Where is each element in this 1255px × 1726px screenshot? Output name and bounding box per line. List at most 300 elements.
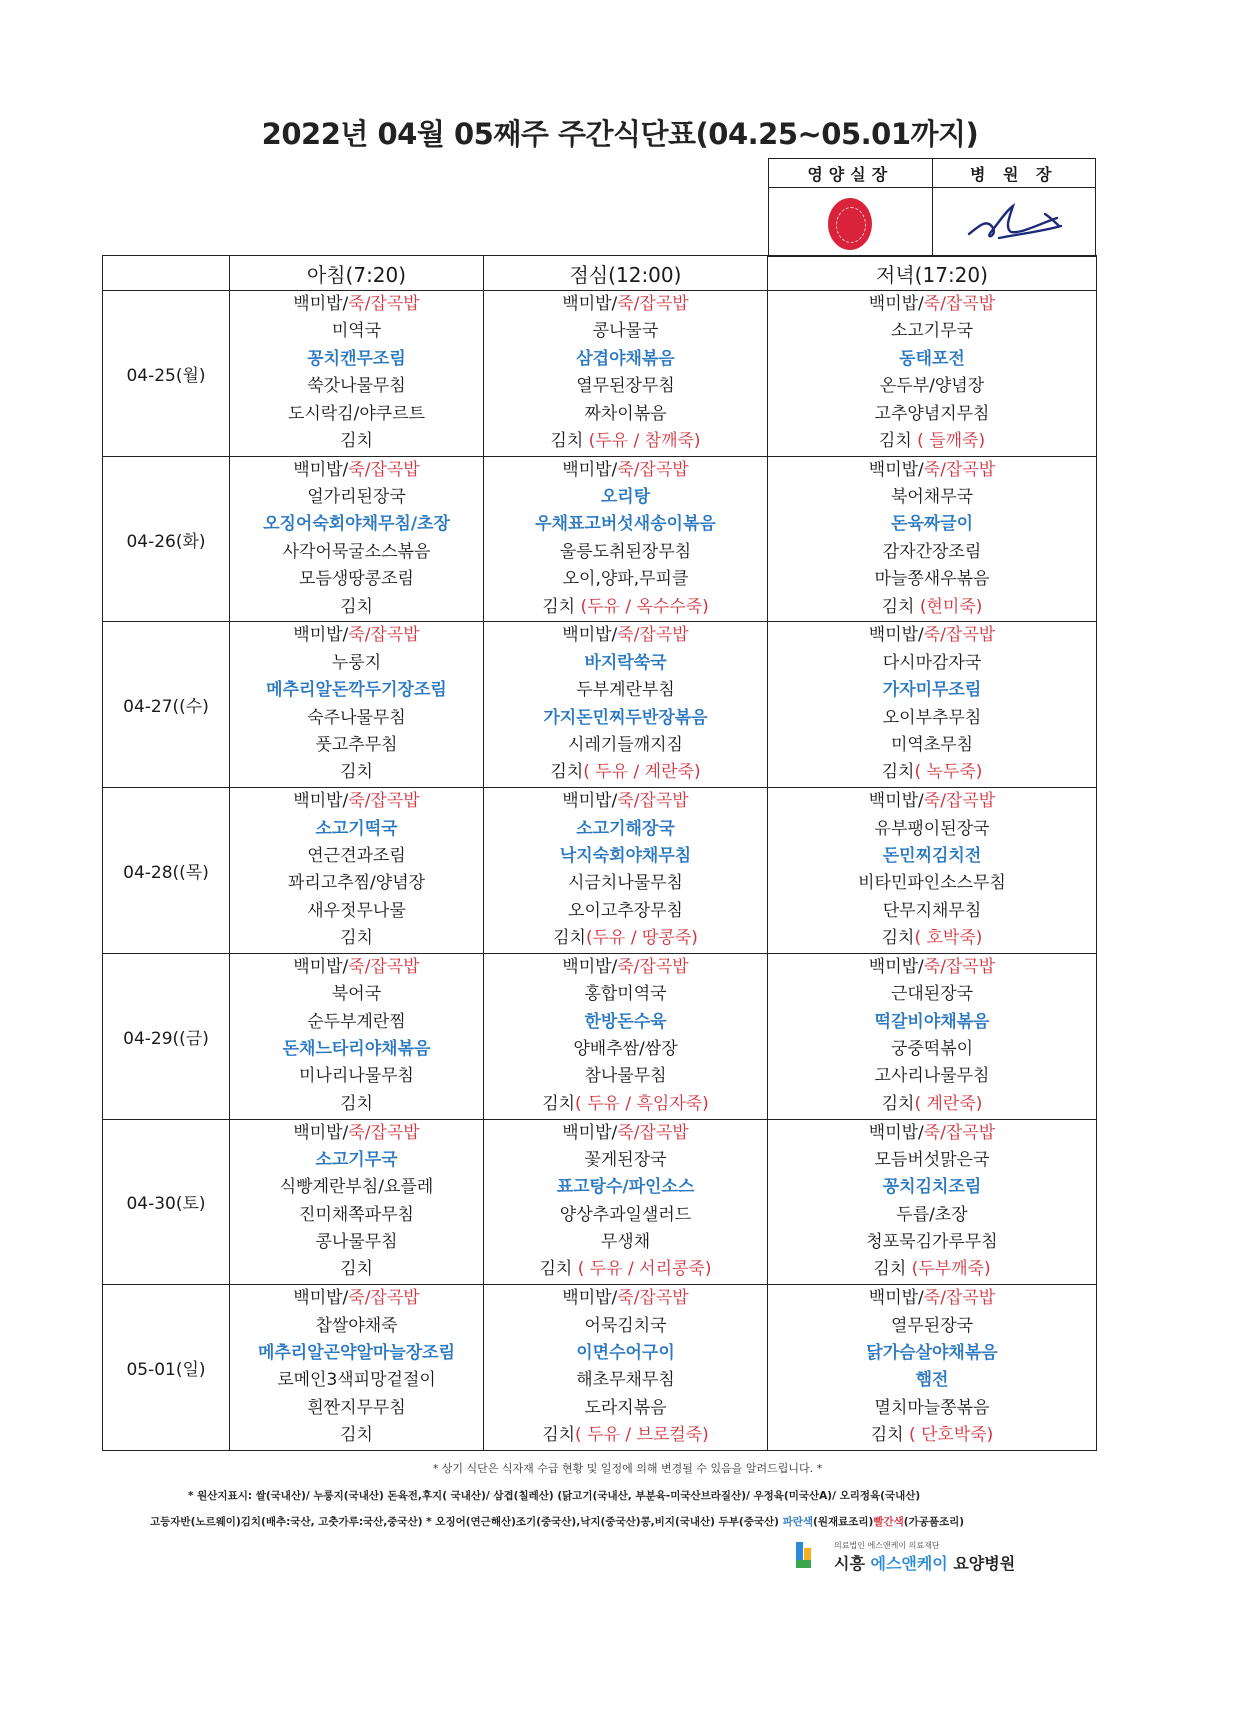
menu-item-text: 죽/잡곡밥 xyxy=(617,956,689,977)
menu-item-text: 꽁치캔무조림 xyxy=(307,348,406,369)
menu-item-text: 김치 xyxy=(340,762,373,783)
menu-item xyxy=(768,898,1096,925)
menu-item-text: ( 녹두죽) xyxy=(914,762,983,783)
menu-item xyxy=(768,457,1096,484)
day-date: 05-01(일) xyxy=(103,1285,230,1451)
menu-item xyxy=(484,511,767,538)
menu-item-text: 소고기해장국 xyxy=(576,818,675,839)
menu-item xyxy=(484,539,767,566)
menu-item-text: 고추양념지무침 xyxy=(874,403,990,424)
menu-item-text: 죽/잡곡밥 xyxy=(348,956,420,977)
menu-item xyxy=(484,1036,767,1063)
menu-item-text: 김치 xyxy=(340,928,373,949)
menu-item-text: 김치 xyxy=(881,762,915,783)
menu-item xyxy=(768,1285,1096,1312)
menu-item xyxy=(484,677,767,704)
menu-item-text: 백미밥/ xyxy=(868,625,924,646)
dinner-cell xyxy=(768,456,1097,622)
dinner-cell xyxy=(768,953,1097,1119)
menu-item-text: 메추리알돈깍두기장조림 xyxy=(266,680,447,701)
menu-item-text: 죽/잡곡밥 xyxy=(923,791,996,812)
signature-icon xyxy=(949,188,1079,252)
menu-item-text: 백미밥/ xyxy=(562,459,618,480)
menu-item xyxy=(230,843,483,870)
menu-item-text: 죽/잡곡밥 xyxy=(923,1288,996,1309)
origin-legend-blue: 파란색 xyxy=(782,1516,814,1528)
lunch-cell xyxy=(484,953,768,1119)
menu-item-text: 근대된장국 xyxy=(890,984,974,1005)
menu-item xyxy=(230,1120,483,1147)
menu-item xyxy=(230,870,483,897)
menu-item xyxy=(230,954,483,981)
menu-item-text: ( 단호박죽) xyxy=(908,1425,994,1446)
menu-item xyxy=(768,954,1096,981)
menu-item-text: 풋고추무침 xyxy=(315,734,398,755)
menu-item xyxy=(484,650,767,677)
origin-legend-red: 빨간색 xyxy=(873,1516,904,1528)
menu-item xyxy=(484,1063,767,1090)
menu-item-text: ( 두유 / 흑임자죽) xyxy=(575,1093,709,1114)
menu-item xyxy=(484,1147,767,1174)
menu-item-text: 백미밥/ xyxy=(868,459,924,480)
menu-item-text: 죽/잡곡밥 xyxy=(348,294,420,314)
breakfast-cell xyxy=(230,622,484,788)
menu-item xyxy=(768,1229,1096,1256)
header-breakfast: 아침(7:20) xyxy=(230,256,484,291)
menu-item xyxy=(768,759,1096,786)
menu-item-text: 마늘쫑새우볶음 xyxy=(874,569,990,590)
menu-item xyxy=(230,1202,483,1229)
menu-item-text: 감자간장조림 xyxy=(882,541,982,562)
menu-item xyxy=(230,759,483,786)
approval-box xyxy=(768,158,1096,257)
hospital-logo-name xyxy=(834,1551,1015,1574)
menu-item-text: 닭가슴살야채볶음 xyxy=(866,1343,998,1363)
menu-item xyxy=(484,457,767,484)
menu-item xyxy=(230,318,483,345)
menu-item xyxy=(768,373,1096,400)
menu-item xyxy=(230,898,483,925)
menu-item-text: (두유 / 참깨죽) xyxy=(588,430,701,451)
menu-item-text: 한방돈수육 xyxy=(584,1011,667,1032)
menu-item-text: 김치 xyxy=(870,1425,909,1446)
menu-item xyxy=(230,705,483,732)
menu-item xyxy=(768,1256,1096,1283)
menu-item-text: 죽/잡곡밥 xyxy=(348,625,420,646)
menu-item xyxy=(230,291,483,318)
menu-item-text: 백미밥/ xyxy=(868,1288,924,1309)
menu-item xyxy=(484,816,767,843)
menu-item-text: 김치 xyxy=(550,430,589,451)
menu-item-text: 미나리나물무침 xyxy=(299,1066,414,1087)
menu-item xyxy=(768,843,1096,870)
menu-item xyxy=(484,1340,767,1367)
menu-item-text: 메추리알곤약알마늘장조림 xyxy=(257,1343,456,1363)
menu-item-text: 고사리나물무침 xyxy=(874,1066,990,1087)
menu-item xyxy=(230,1367,483,1394)
menu-item-text: 궁중떡볶이 xyxy=(890,1038,974,1059)
menu-item-text: 죽/잡곡밥 xyxy=(923,956,996,977)
menu-item xyxy=(484,1367,767,1394)
header-blank xyxy=(103,256,230,291)
menu-item xyxy=(768,1174,1096,1201)
menu-item-text: 짜차이볶음 xyxy=(584,403,667,424)
menu-item xyxy=(768,1091,1096,1118)
menu-item xyxy=(230,539,483,566)
menu-item xyxy=(484,843,767,870)
menu-item-text: 멸치마늘쫑볶음 xyxy=(874,1397,990,1418)
menu-item-text: 진미채쪽파무침 xyxy=(299,1204,414,1225)
change-notice: * 상기 식단은 식자재 수급 현황 및 일정에 의해 변경될 수 있음을 알려드립니다. * xyxy=(432,1462,823,1475)
origin-info-text-b: (원재료조리) xyxy=(813,1516,874,1528)
menu-item xyxy=(484,870,767,897)
menu-day-row xyxy=(103,622,1097,788)
menu-item xyxy=(230,1256,483,1283)
menu-item xyxy=(230,1285,483,1312)
menu-item xyxy=(230,1422,483,1449)
menu-item-text: 김치 xyxy=(542,1093,576,1114)
menu-item xyxy=(768,346,1096,373)
menu-item xyxy=(768,318,1096,345)
menu-item xyxy=(768,1340,1096,1367)
menu-item-text: 모듬버섯맑은국 xyxy=(874,1149,990,1170)
menu-item xyxy=(768,1063,1096,1090)
day-date: 04-25(월) xyxy=(103,291,230,457)
hospital-logo xyxy=(794,1540,1014,1576)
menu-item-text: 열무된장국 xyxy=(890,1315,974,1336)
menu-item-text: 햄전 xyxy=(915,1370,949,1391)
menu-item xyxy=(230,428,483,455)
menu-item-text: 삼겹야채볶음 xyxy=(576,348,675,369)
menu-item-text: 백미밥/ xyxy=(293,1288,349,1309)
menu-day-row xyxy=(103,291,1097,457)
menu-item-text: (두유 / 땅콩죽) xyxy=(585,928,698,949)
menu-item-text: 소고기무국 xyxy=(890,321,974,342)
menu-item-text: 가자미무조림 xyxy=(882,680,982,701)
menu-item xyxy=(230,566,483,593)
menu-item-text: 소고기무국 xyxy=(315,1149,398,1170)
menu-item-text: 김치 xyxy=(878,430,918,451)
menu-item xyxy=(768,981,1096,1008)
menu-item xyxy=(230,1147,483,1174)
menu-item-text: 두부계란부침 xyxy=(576,680,675,701)
menu-item-text: 해초무채무침 xyxy=(576,1370,675,1391)
origin-info-line-2 xyxy=(150,1514,1110,1529)
menu-item-text: 콩나물무침 xyxy=(315,1232,398,1253)
lunch-cell xyxy=(484,788,768,954)
menu-item xyxy=(230,511,483,538)
hospital-name-prefix: 시흥 xyxy=(834,1554,871,1573)
breakfast-cell xyxy=(230,1119,484,1285)
menu-item-text: 죽/잡곡밥 xyxy=(617,294,689,314)
menu-item xyxy=(768,788,1096,815)
menu-item-text: 꽃게된장국 xyxy=(584,1149,667,1170)
menu-item-text: 김치 xyxy=(340,1093,373,1114)
menu-item xyxy=(768,925,1096,952)
menu-item xyxy=(484,1422,767,1449)
menu-item-text: 시금치나물무침 xyxy=(568,873,683,894)
menu-item-text: 가지돈민찌두반장볶음 xyxy=(543,707,708,728)
menu-item xyxy=(484,594,767,621)
hospital-name-suffix: 요양병원 xyxy=(947,1554,1016,1573)
menu-item-text: 백미밥/ xyxy=(293,791,349,812)
menu-item-text: 김치 xyxy=(340,1259,373,1280)
menu-item xyxy=(484,1120,767,1147)
menu-item xyxy=(230,816,483,843)
menu-item xyxy=(768,401,1096,428)
dinner-cell xyxy=(768,1285,1097,1451)
lunch-cell xyxy=(484,291,768,457)
menu-item xyxy=(768,732,1096,759)
menu-item xyxy=(484,1009,767,1036)
menu-item-text: 참나물무침 xyxy=(584,1066,667,1087)
menu-item xyxy=(230,1395,483,1422)
menu-item xyxy=(230,1174,483,1201)
menu-item xyxy=(484,622,767,649)
day-date: 04-27((수) xyxy=(103,622,230,788)
menu-item-text: ( 두유 / 브로컬죽) xyxy=(575,1425,709,1446)
menu-item-text: 숙주나물무침 xyxy=(307,707,406,728)
menu-item xyxy=(768,291,1096,318)
menu-item xyxy=(230,484,483,511)
menu-item xyxy=(768,677,1096,704)
menu-item-text: 죽/잡곡밥 xyxy=(617,1288,689,1309)
hospital-name-highlight: 에스앤케이 xyxy=(870,1554,948,1573)
menu-item-text: 홍합미역국 xyxy=(584,984,667,1005)
menu-item-text: 얼가리된장국 xyxy=(307,487,406,508)
menu-item-text: 이면수어구이 xyxy=(576,1343,675,1363)
menu-item xyxy=(230,1229,483,1256)
menu-item-text: 죽/잡곡밥 xyxy=(348,1122,420,1143)
origin-info-text-a: 고등자반(노르웨이)김치(배추:국산, 고춧가루:국산,중국산) * 오징어(연근해산)조기(중국산),낙지(중국산)콩,비지(국내산) 두부(중국산) xyxy=(150,1516,783,1528)
menu-item xyxy=(230,1091,483,1118)
menu-item xyxy=(230,677,483,704)
menu-item-text: 무생채 xyxy=(600,1232,651,1253)
menu-item-text: 김치 xyxy=(881,596,920,617)
menu-item-text: 열무된장무침 xyxy=(576,376,675,397)
menu-item xyxy=(484,1174,767,1201)
menu-item-text: 죽/잡곡밥 xyxy=(923,294,996,314)
day-date: 04-28((목) xyxy=(103,788,230,954)
dinner-cell xyxy=(768,1119,1097,1285)
menu-item xyxy=(484,401,767,428)
day-date: 04-26(화) xyxy=(103,456,230,622)
nutrition-head-label: 영양실장 xyxy=(769,159,933,188)
menu-item-text: 백미밥/ xyxy=(293,1122,349,1143)
nutrition-head-stamp-cell xyxy=(769,188,933,257)
menu-item-text: 북어국 xyxy=(331,984,382,1005)
menu-item-text: 누룽지 xyxy=(331,652,382,673)
menu-day-row xyxy=(103,788,1097,954)
menu-item-text: 쑥갓나물무침 xyxy=(307,376,406,397)
menu-item xyxy=(768,816,1096,843)
menu-item-text: 김치 xyxy=(542,1425,576,1446)
menu-item-text: 로메인3색피망겉절이 xyxy=(277,1370,436,1391)
menu-item-text: 시레기들깨지짐 xyxy=(568,734,683,755)
menu-item-text: 죽/잡곡밥 xyxy=(617,459,689,480)
menu-item xyxy=(230,1063,483,1090)
menu-item-text: 김치 xyxy=(539,1259,578,1280)
red-seal-stamp-icon xyxy=(828,198,872,250)
menu-item-text: 동태포전 xyxy=(899,348,965,369)
menu-item-text: 죽/잡곡밥 xyxy=(348,1288,420,1309)
menu-item-text: ( 호박죽) xyxy=(914,928,983,949)
menu-item xyxy=(768,1036,1096,1063)
menu-item xyxy=(230,457,483,484)
menu-item xyxy=(768,1202,1096,1229)
director-signature-cell xyxy=(932,188,1096,257)
lunch-cell xyxy=(484,1119,768,1285)
menu-day-row xyxy=(103,456,1097,622)
menu-item xyxy=(484,1256,767,1283)
director-label: 병 원 장 xyxy=(932,159,1096,188)
menu-item-text: 죽/잡곡밥 xyxy=(923,1122,996,1143)
menu-item-text: 백미밥/ xyxy=(868,1122,924,1143)
dinner-cell xyxy=(768,788,1097,954)
menu-day-row xyxy=(103,953,1097,1119)
menu-item-text: 김치 xyxy=(542,596,581,617)
menu-item-text: 미역초무침 xyxy=(890,734,974,755)
menu-item xyxy=(230,1009,483,1036)
menu-item xyxy=(768,705,1096,732)
breakfast-cell xyxy=(230,953,484,1119)
menu-item-text: 우채표고버섯새송이볶음 xyxy=(535,514,716,535)
menu-item-text: 죽/잡곡밥 xyxy=(617,791,689,812)
menu-item-text: 도라지볶음 xyxy=(584,1397,667,1418)
menu-item xyxy=(484,484,767,511)
menu-item xyxy=(230,650,483,677)
menu-item-text: 백미밥/ xyxy=(562,1122,618,1143)
header-dinner: 저녁(17:20) xyxy=(768,256,1097,291)
menu-item-text: 김치 xyxy=(881,1093,915,1114)
menu-item-text: 백미밥/ xyxy=(868,294,924,314)
menu-item-text: 표고탕수/파인소스 xyxy=(556,1177,695,1198)
menu-item-text: 찹쌀야채죽 xyxy=(315,1315,398,1336)
menu-item-text: 온두부/양념장 xyxy=(879,376,985,397)
menu-item xyxy=(484,788,767,815)
menu-item-text: 백미밥/ xyxy=(562,791,618,812)
menu-item-text: 북어채무국 xyxy=(890,487,974,508)
menu-item xyxy=(768,622,1096,649)
menu-item-text: 백미밥/ xyxy=(293,625,349,646)
menu-item-text: 김치 xyxy=(340,1425,373,1446)
menu-item xyxy=(484,1395,767,1422)
menu-day-row xyxy=(103,1285,1097,1451)
menu-item-text: 양배추쌈/쌈장 xyxy=(573,1038,678,1059)
menu-item-text: 낙지숙회야채무침 xyxy=(559,845,692,866)
menu-header-row xyxy=(103,256,1097,291)
dinner-cell xyxy=(768,291,1097,457)
menu-item xyxy=(484,898,767,925)
menu-item-text: 백미밥/ xyxy=(293,294,349,314)
menu-item-text: 김치 xyxy=(873,1259,912,1280)
menu-item-text: 김치 xyxy=(340,430,373,451)
menu-item xyxy=(230,1340,483,1367)
menu-item-text: 꽁치김치조림 xyxy=(882,1177,982,1198)
hospital-logo-icon xyxy=(794,1540,814,1572)
menu-item-text: 미역국 xyxy=(331,321,382,342)
menu-item-text: (두부깨죽) xyxy=(911,1259,991,1280)
menu-item-text: 오이,양파,무피클 xyxy=(562,569,689,590)
menu-item-text: 백미밥/ xyxy=(562,294,618,314)
menu-item-text: 백미밥/ xyxy=(868,791,924,812)
menu-item xyxy=(768,650,1096,677)
menu-item-text: 죽/잡곡밥 xyxy=(923,459,996,480)
origin-info-text-c: (가공품조리) xyxy=(903,1516,965,1528)
menu-item xyxy=(768,870,1096,897)
menu-item-text: 돈채느타리야채볶음 xyxy=(282,1038,431,1059)
menu-item-text: 청포묵김가루무침 xyxy=(866,1232,998,1253)
menu-item-text: 돈민찌김치전 xyxy=(882,845,982,866)
menu-item xyxy=(484,1285,767,1312)
menu-item-text: 죽/잡곡밥 xyxy=(348,791,420,812)
menu-item xyxy=(484,318,767,345)
day-date: 04-29((금) xyxy=(103,953,230,1119)
breakfast-cell xyxy=(230,291,484,457)
menu-item-text: 백미밥/ xyxy=(562,1288,618,1309)
menu-item xyxy=(230,1313,483,1340)
menu-item xyxy=(768,1422,1096,1449)
menu-item xyxy=(484,428,767,455)
menu-item-text: 죽/잡곡밥 xyxy=(617,625,689,646)
menu-item-text: ( 두유 / 서리콩죽) xyxy=(577,1259,712,1280)
menu-item-text: 오리탕 xyxy=(600,487,651,508)
menu-item-text: 양상추과일샐러드 xyxy=(559,1204,692,1225)
menu-item-text: 꽈리고추찜/양념장 xyxy=(287,873,426,894)
menu-item-text: (현미죽) xyxy=(919,596,983,617)
menu-item-text: 새우젓무나물 xyxy=(307,900,406,921)
lunch-cell xyxy=(484,1285,768,1451)
menu-item xyxy=(230,788,483,815)
menu-item-text: ( 들깨죽) xyxy=(917,430,986,451)
menu-item xyxy=(230,1036,483,1063)
page-title: 2022년 04월 05째주 주간식단표(04.25~05.01까지) xyxy=(261,117,979,151)
menu-item xyxy=(484,1313,767,1340)
menu-item-text: 흰짠지무무침 xyxy=(307,1397,406,1418)
menu-item-text: 소고기떡국 xyxy=(315,818,398,839)
menu-item-text: 연근견과조림 xyxy=(307,845,406,866)
menu-item-text: 백미밥/ xyxy=(562,625,618,646)
menu-item xyxy=(484,373,767,400)
menu-item xyxy=(768,539,1096,566)
menu-item-text: 오징어숙회야채무침/초장 xyxy=(263,514,450,535)
menu-item-text: 어묵김치국 xyxy=(584,1315,667,1336)
menu-item-text: 식빵계란부침/요플레 xyxy=(279,1177,434,1198)
hospital-logo-subtitle: 의료법인 에스앤케이 의료재단 xyxy=(834,1541,940,1550)
menu-item-text: (두유 / 옥수수죽) xyxy=(580,596,709,617)
menu-item-text: 콩나물국 xyxy=(592,321,659,342)
menu-item-text: 죽/잡곡밥 xyxy=(617,1122,689,1143)
lunch-cell xyxy=(484,622,768,788)
dinner-cell xyxy=(768,622,1097,788)
menu-item-text: 순두부계란찜 xyxy=(307,1011,406,1032)
menu-item-text: 다시마감자국 xyxy=(882,652,982,673)
menu-item xyxy=(230,401,483,428)
menu-item xyxy=(230,373,483,400)
menu-item-text: 김치 xyxy=(550,762,584,783)
menu-item xyxy=(768,1147,1096,1174)
menu-item-text: 죽/잡곡밥 xyxy=(923,625,996,646)
menu-item xyxy=(768,1120,1096,1147)
menu-item-text: 오이고추장무침 xyxy=(568,900,683,921)
menu-item-text: 오이부추무침 xyxy=(882,707,982,728)
menu-item-text: 두릅/초장 xyxy=(896,1204,968,1225)
menu-item xyxy=(768,594,1096,621)
breakfast-cell xyxy=(230,788,484,954)
menu-item-text: ( 두유 / 계란죽) xyxy=(583,762,701,783)
menu-item-text: 울릉도취된장무침 xyxy=(559,541,692,562)
menu-item xyxy=(768,1395,1096,1422)
